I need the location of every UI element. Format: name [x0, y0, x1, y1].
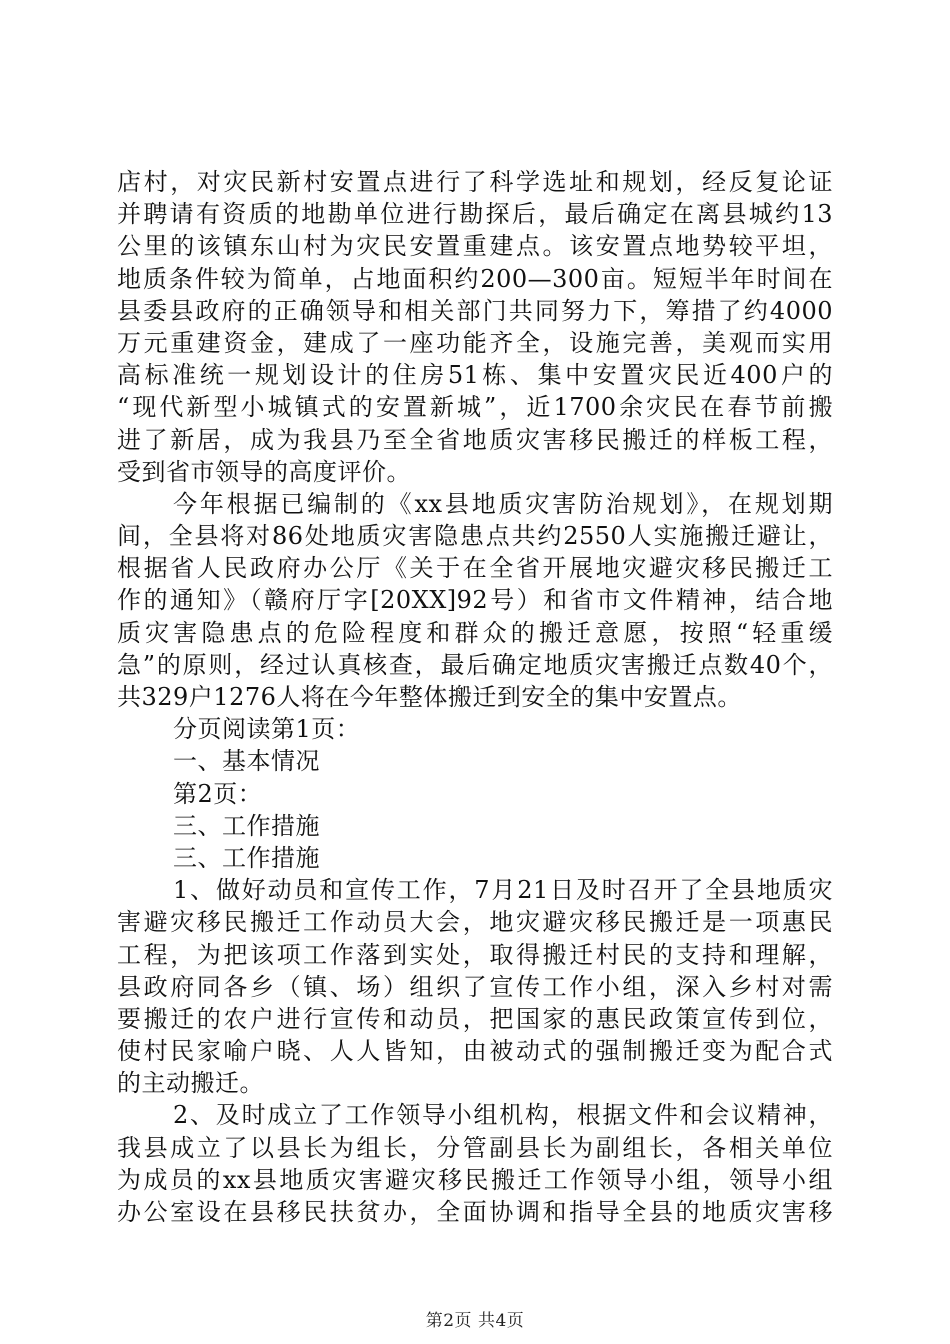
text-line: 公里的该镇东山村为灾民安置重建点。该安置点地势较平坦，	[117, 232, 833, 261]
page-number-footer: 第2页 共4页	[425, 1311, 525, 1331]
text-line: 县政府同各乡（镇、场）组织了宣传工作小组，深入乡村对需	[117, 972, 833, 1001]
text-line: 高标准统一规划设计的住房51栋、集中安置灾民近400户的	[117, 361, 833, 390]
text-line: 县委县政府的正确领导和相关部门共同努力下，筹措了约4000	[117, 296, 833, 325]
text-line: 根据省人民政府办公厅《关于在全省开展地灾避灾移民搬迁工	[117, 554, 833, 583]
text-line: 质灾害隐患点的危险程度和群众的搬迁意愿，按照“轻重缓	[117, 618, 833, 647]
text-line: 害避灾移民搬迁工作动员大会，地灾避灾移民搬迁是一项惠民	[117, 908, 833, 937]
text-line: 进了新居，成为我县乃至全省地质灾害移民搬迁的样板工程，	[117, 425, 833, 454]
paragraph-start-line: 2、及时成立了工作领导小组机构，根据文件和会议精神，	[173, 1101, 833, 1130]
text-line: 为成员的xx县地质灾害避灾移民搬迁工作领导小组，领导小组	[117, 1165, 833, 1194]
text-line: 要搬迁的农户进行宣传和动员，把国家的惠民政策宣传到位，	[117, 1004, 833, 1033]
text-line: 我县成立了以县长为组长，分管副县长为副组长，各相关单位	[117, 1133, 833, 1162]
text-line: 万元重建资金，建成了一座功能齐全，设施完善，美观而实用	[117, 328, 833, 357]
text-line: 办公室设在县移民扶贫办，全面协调和指导全县的地质灾害移	[117, 1198, 833, 1226]
paragraph-start-line: 今年根据已编制的《xx县地质灾害防治规划》，在规划期	[173, 489, 833, 518]
text-line: 地质条件较为简单，占地面积约200—300亩。短短半年时间在	[117, 264, 833, 293]
section-heading-basic-info: 一、基本情况	[173, 747, 320, 776]
text-line: 工程，为把该项工作落到实处，取得搬迁村民的支持和理解，	[117, 940, 833, 969]
document-body	[117, 166, 833, 1228]
pagination-heading: 分页阅读第1页：	[173, 715, 361, 744]
section-heading-work-measures: 三、工作措施	[173, 843, 320, 872]
text-line: “现代新型小城镇式的安置新城”，近1700余灾民在春节前搬	[117, 393, 833, 422]
text-line: 的主动搬迁。	[117, 1069, 264, 1098]
pagination-page-label: 第2页：	[173, 779, 263, 808]
text-line: 共329户1276人将在今年整体搬迁到安全的集中安置点。	[117, 683, 742, 711]
section-heading-work-measures: 三、工作措施	[173, 811, 320, 840]
text-line: 间，全县将对86处地质灾害隐患点共约2550人实施搬迁避让，	[117, 522, 833, 551]
text-line: 受到省市领导的高度评价。	[117, 457, 411, 486]
text-line: 作的通知》（赣府厅字[20XX]92号）和省市文件精神，结合地	[117, 586, 833, 615]
paragraph-start-line: 1、做好动员和宣传工作，7月21日及时召开了全县地质灾	[173, 876, 833, 905]
text-line: 店村，对灾民新村安置点进行了科学选址和规划，经反复论证	[117, 168, 833, 196]
text-line: 并聘请有资质的地勘单位进行勘探后，最后确定在离县城约13	[117, 200, 833, 229]
text-line: 急”的原则，经过认真核查，最后确定地质灾害搬迁点数40个，	[117, 650, 833, 679]
text-line: 使村民家喻户晓、人人皆知，由被动式的强制搬迁变为配合式	[117, 1037, 833, 1066]
